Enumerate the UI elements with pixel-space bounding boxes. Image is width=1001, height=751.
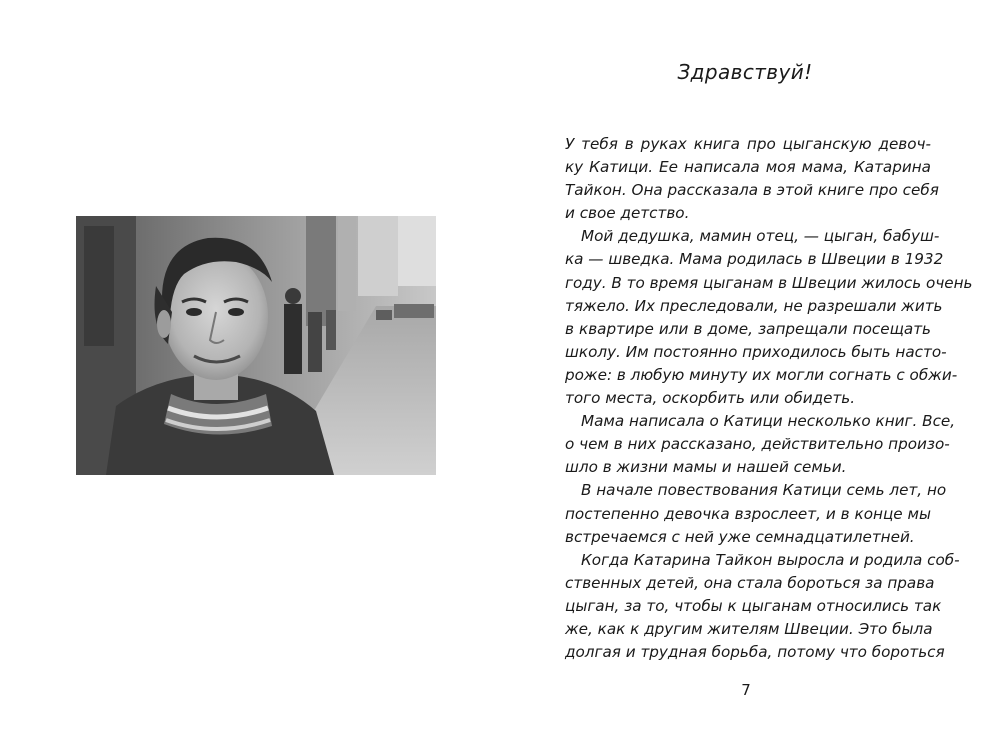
text-line: У тебя в руках книга про цыганскую девоч- (565, 135, 931, 153)
text-line: постепенно девочка взрослеет, и в конце мы (565, 504, 931, 523)
portrait-photo-icon (76, 216, 436, 475)
text-line: встречаемся с ней уже семнадцатилетней. (565, 527, 915, 546)
text-line: тяжело. Их преследовали, не разрешали жить (565, 296, 943, 315)
text-line: роже: в любую минуту их могли согнать с обжи- (565, 365, 958, 384)
text-line: и свое детство. (565, 204, 690, 223)
text-line: о чем в них рассказано, действительно произо- (565, 435, 950, 454)
text-line: долгая и трудная борьба, потому что бороться (565, 643, 945, 662)
text-line: Тайкон. Она рассказала в этой книге про себя (565, 181, 939, 200)
text-line: Мой дедушка, мамин отец, — цыган, бабуш- (581, 227, 940, 246)
text-line: школу. Им постоянно приходилось быть насто- (565, 342, 947, 361)
portrait-photo (76, 216, 436, 475)
text-line: Когда Катарина Тайкон выросла и родила соб- (581, 550, 960, 569)
text-line: ку Катици. Ее написала моя мама, Катарина (565, 158, 931, 177)
page-title: Здравствуй! (677, 60, 813, 84)
text-line: ственных детей, она стала бороться за права (565, 573, 935, 592)
text-line: того места, оскорбить или обидеть. (565, 389, 856, 408)
text-line: цыган, за то, чтобы к цыганам относились так (565, 596, 942, 615)
text-line: Мама написала о Катици несколько книг. Все, (581, 412, 956, 431)
text-line: шло в жизни мамы и нашей семьи. (565, 458, 847, 477)
page-number: 7 (741, 681, 751, 699)
text-line: ка — шведка. Мама родилась в Швеции в 1932 (565, 250, 944, 269)
text-line: же, как к другим жителям Швеции. Это была (565, 619, 933, 638)
text-line: В начале повествования Катици семь лет, но (581, 481, 947, 500)
body-text (565, 133, 973, 664)
text-line: году. В то время цыганам в Швеции жилось очень (565, 273, 973, 292)
text-line: в квартире или в доме, запрещали посещать (565, 319, 931, 338)
